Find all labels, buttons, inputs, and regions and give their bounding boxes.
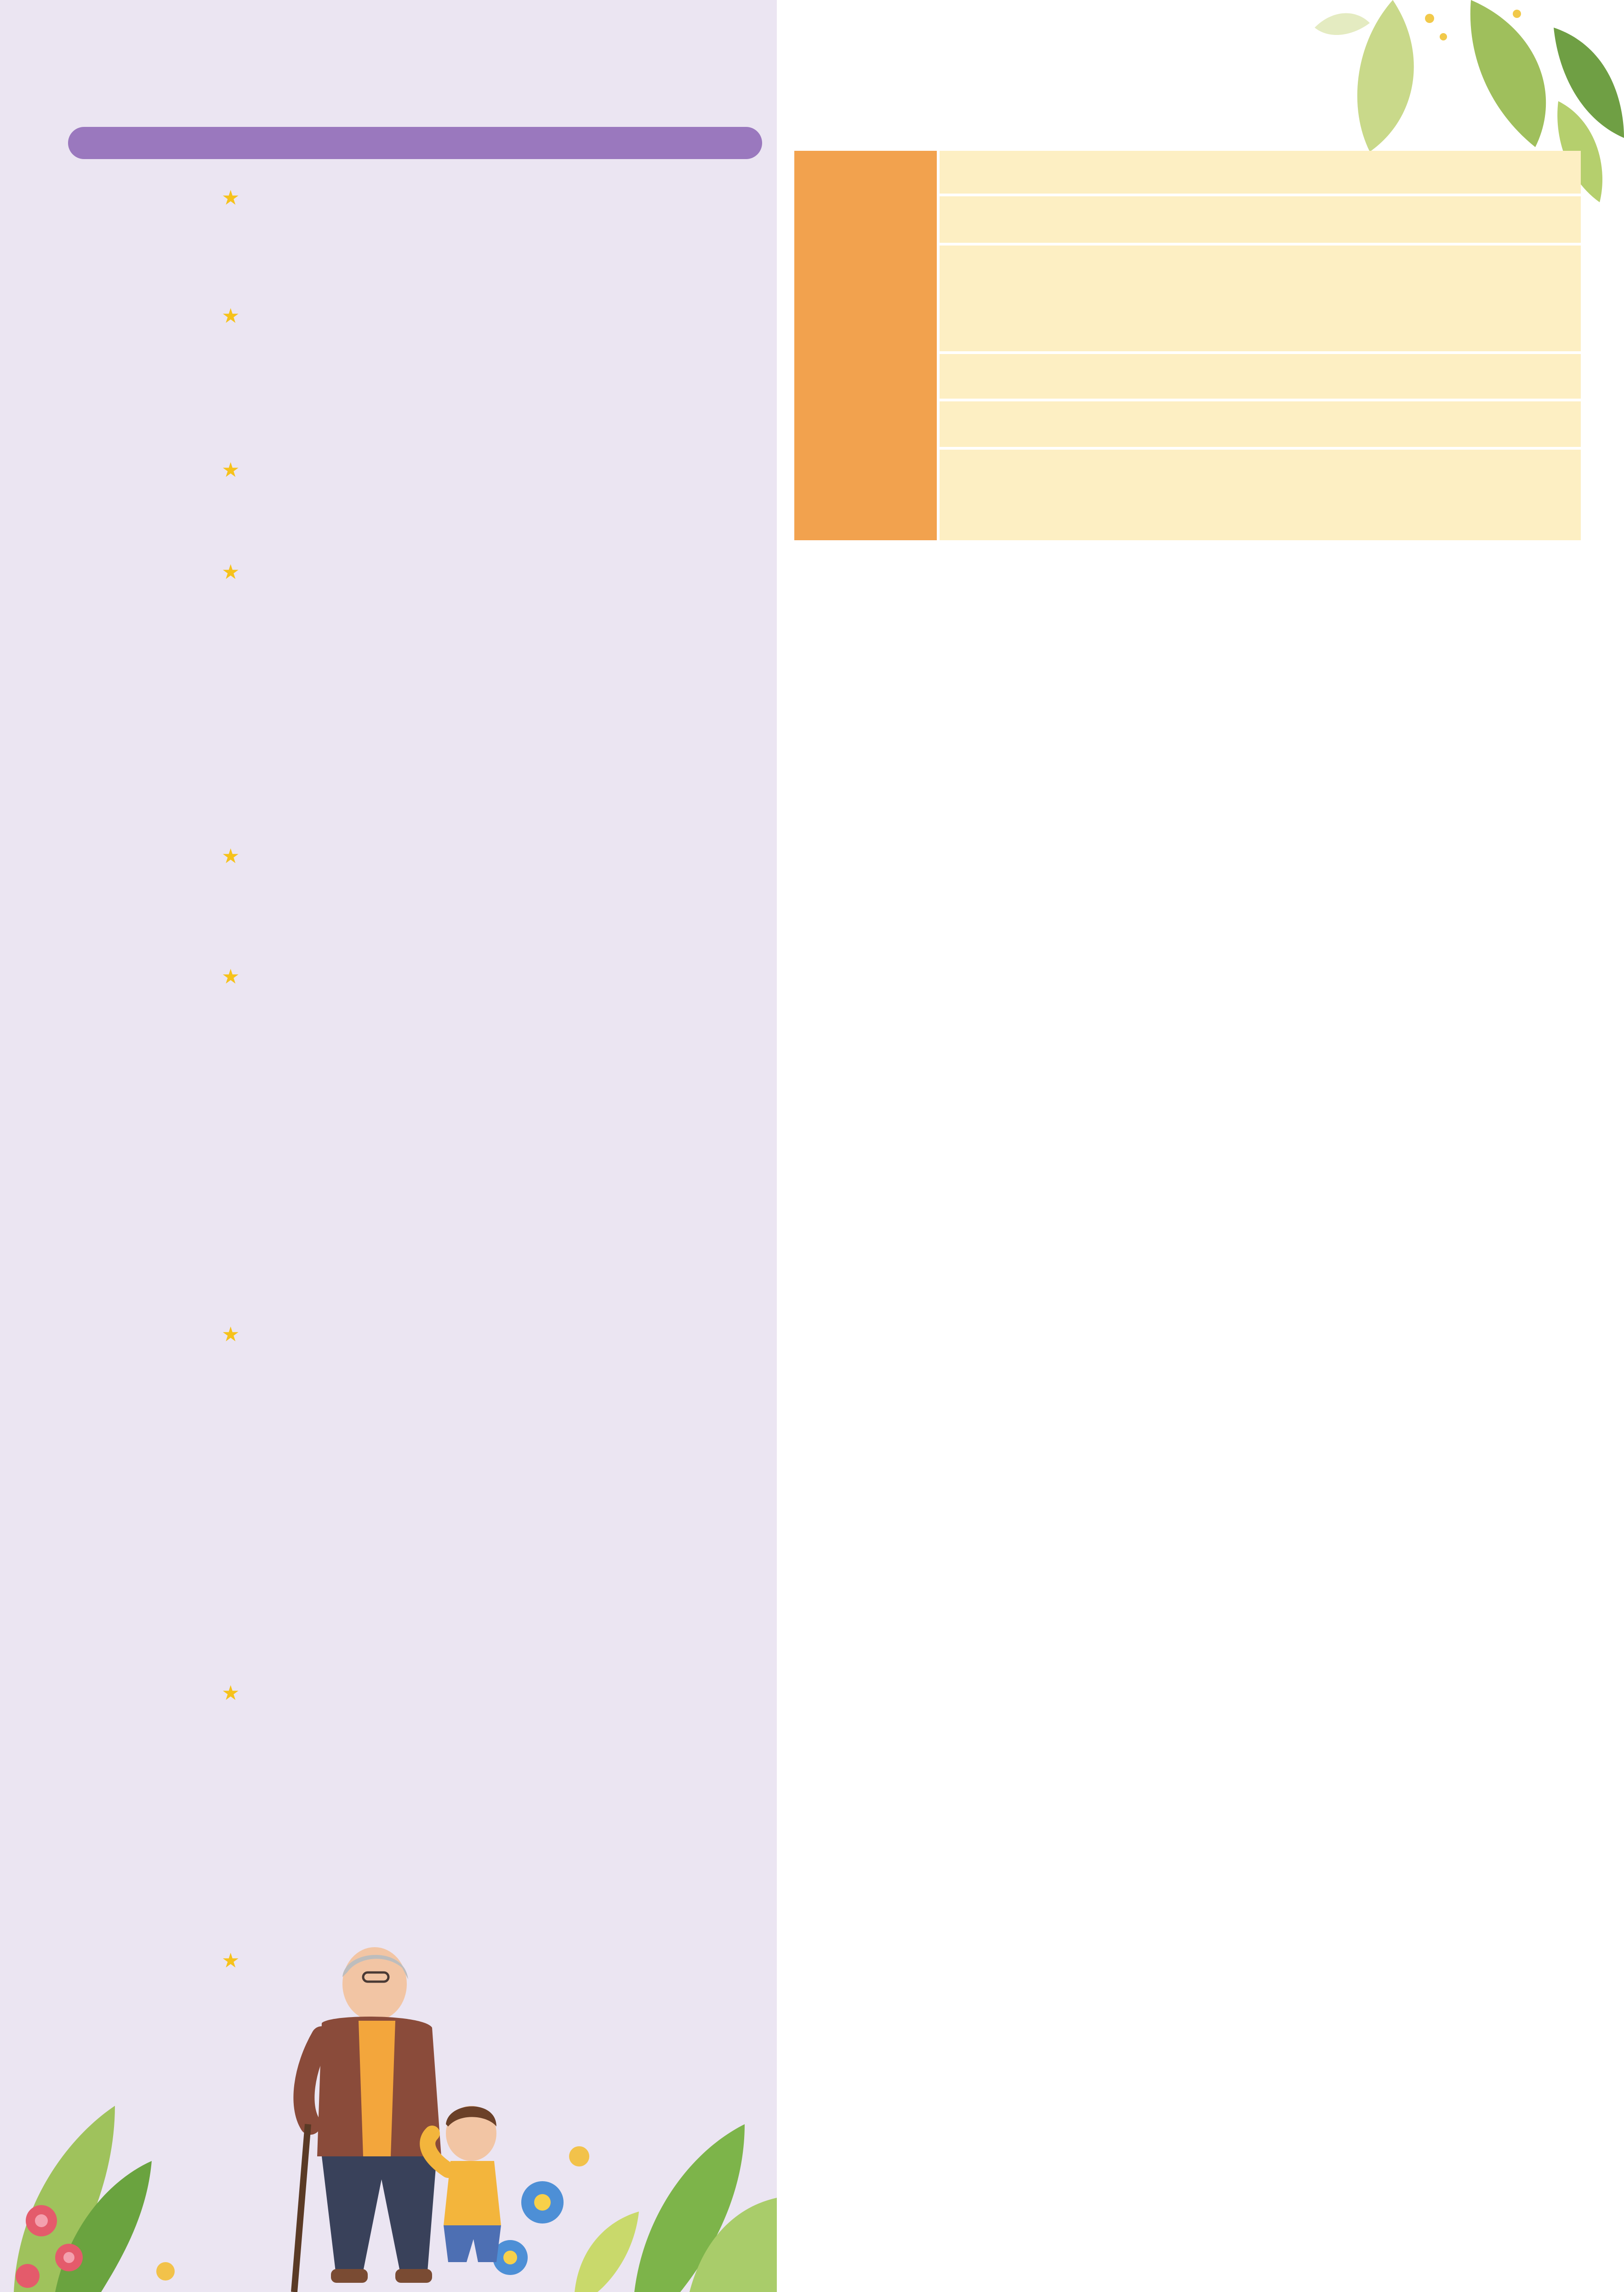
star-icon: ★ xyxy=(222,845,240,868)
row-documents xyxy=(940,354,1581,399)
row-documents xyxy=(940,196,1581,243)
document-row xyxy=(940,401,1581,447)
star-icon: ★ xyxy=(222,1323,240,1346)
star-icon: ★ xyxy=(222,186,240,210)
star-icon: ★ xyxy=(222,1949,240,1972)
assistance-table-header xyxy=(68,127,762,159)
star-icon: ★ xyxy=(222,458,240,482)
document-row xyxy=(940,354,1581,399)
row-documents xyxy=(940,246,1581,351)
star-icon: ★ xyxy=(222,304,240,328)
document-row xyxy=(940,450,1581,540)
row-documents xyxy=(940,450,1581,540)
left-panel xyxy=(0,0,777,2292)
star-icon: ★ xyxy=(222,1681,240,1705)
family-illustration xyxy=(0,1940,777,2292)
section-label xyxy=(794,151,937,540)
star-icon: ★ xyxy=(222,560,240,584)
star-icon: ★ xyxy=(222,965,240,989)
row-documents xyxy=(940,401,1581,447)
document-row xyxy=(940,246,1581,351)
document-row xyxy=(940,151,1581,194)
section-common xyxy=(794,151,1581,540)
row-documents xyxy=(940,151,1581,194)
document-row xyxy=(940,196,1581,243)
